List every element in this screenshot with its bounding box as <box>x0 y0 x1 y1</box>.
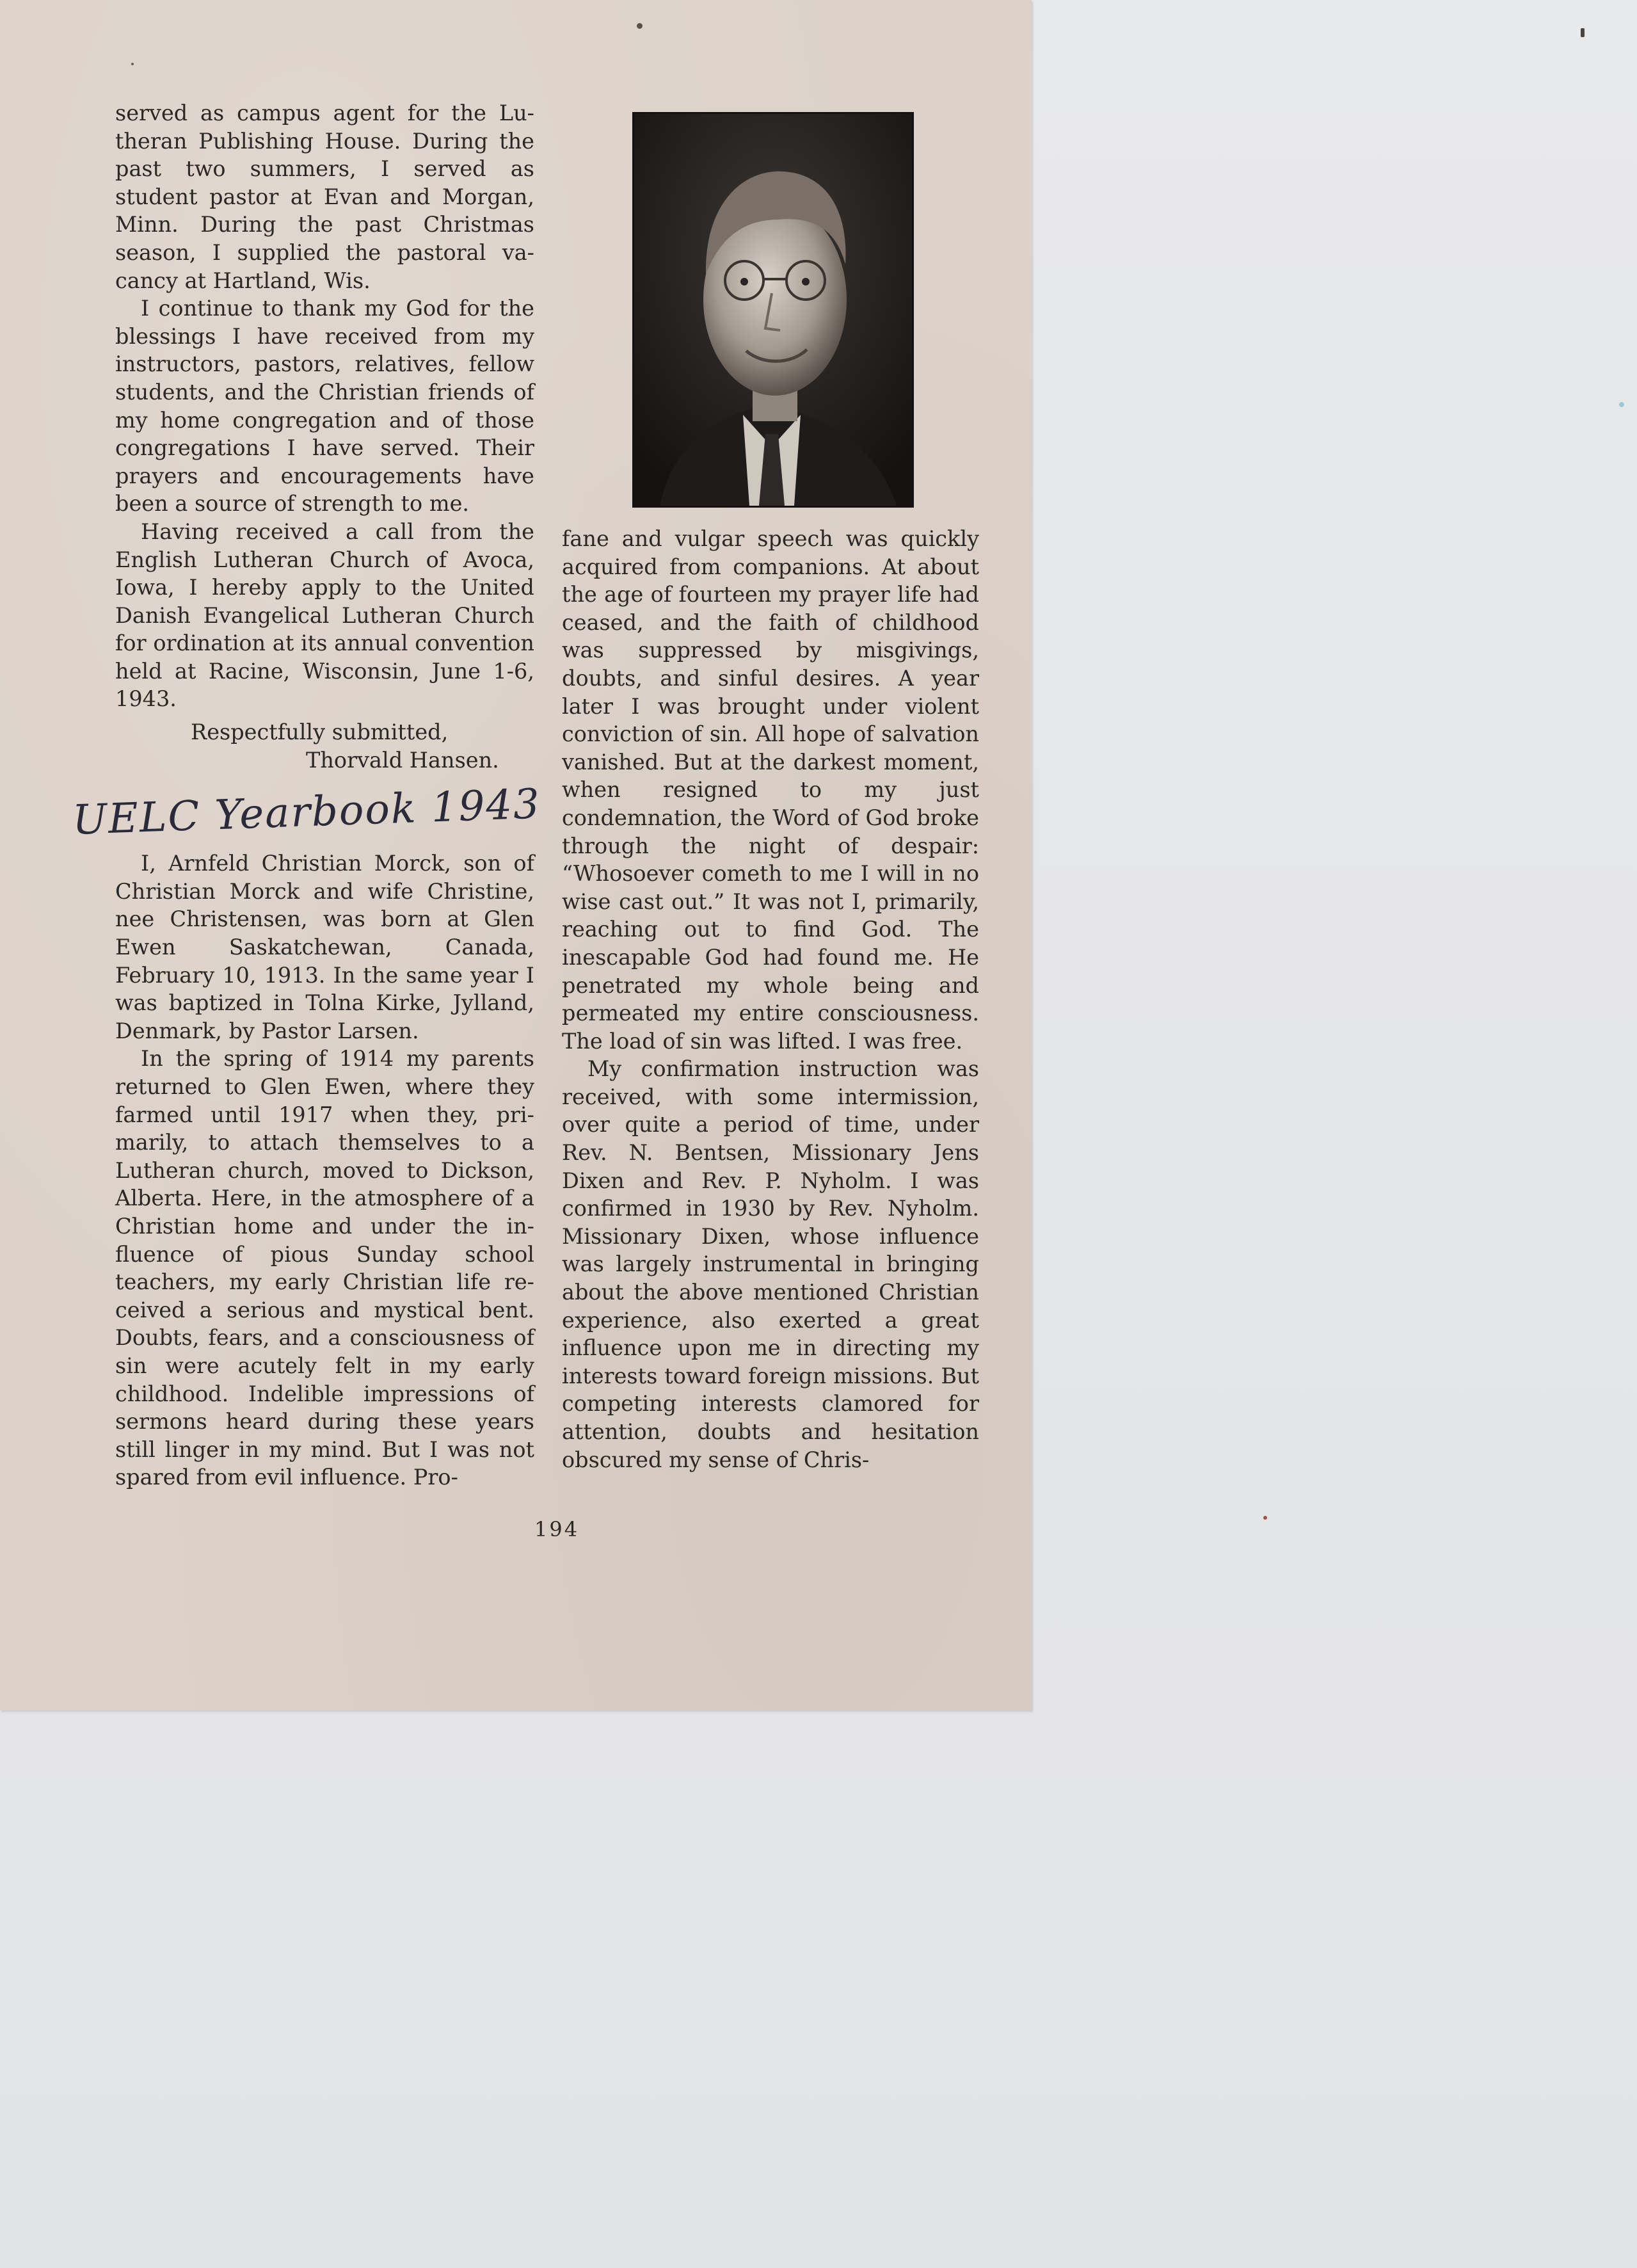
right-text-column <box>562 525 979 1474</box>
paragraph: I, Arnfeld Christian Morck, son of Christian Morck and wife Christine, nee Christensen, was born at Glen Ewen Saskatchewan, Canada, February 10, 1913. In the same year I was baptized in Tolna Kirke, Jylland, Denmark, by Pastor Larsen. <box>115 851 534 1043</box>
paper-speck <box>131 63 134 65</box>
scanner-speck <box>1581 28 1585 37</box>
newspaper-clipping <box>0 0 1032 1710</box>
signature-name: Thorvald Hansen. <box>306 747 499 773</box>
scanner-speck <box>1263 1516 1267 1520</box>
portrait-drawing <box>634 114 912 506</box>
paragraph: fane and vulgar speech was quickly acquired from companions. At about the age of fourteen my prayer life had ceased, and the faith of childhood was suppressed by misgivings, doubts, and sinful desires. A year later I was brought under violent conviction of sin. All hope of salvation vanished. But at the darkest moment, when resigned to my just condemnation, the Word of God broke through the night of despair: “Whosoever cometh to me I will in no wise cast out.” It was not I, primarily, reaching out to find God. The inescapable God had found me. He penetrated my whole being and permeated my entire consciousness. The load of sin was lifted. I was free. <box>562 526 979 1054</box>
paragraph: Having received a call from the English Lutheran Church of Avoca, Iowa, I hereby apply to the United Danish Evangelical Lutheran Church for ordination at its annual convention held at Racine, Wisconsin, June 1-6, 1943. <box>115 519 534 712</box>
closing-block <box>115 718 534 774</box>
portrait-photo <box>632 112 914 508</box>
handwritten-note: UELC Yearbook 1943 <box>72 780 541 844</box>
scanner-speck <box>1619 402 1624 407</box>
paragraph: In the spring of 1914 my parents returned to Glen Ewen, where they farmed until 1917 when they, primarily, to attach themselves to a Lutheran church, moved to Dickson, Alberta. Here, in the atmosphere of a Christian home and under the influence of pious Sunday school teachers, my early Christian life received a serious and mystical bent. Doubts, fears, and a consciousness of sin were acutely felt in my early childhood. Indelible impressions of sermons heard during these years still linger in my mind. But I was not spared from evil influence. Pro- <box>115 1046 534 1490</box>
page-number: 194 <box>534 1517 580 1541</box>
paragraph: My confirmation instruction was received, with some intermission, over quite a period of time, under Rev. N. Bentsen, Missionary Jens Dixen and Rev. P. Nyholm. I was confirmed in 1930 by Rev. Nyholm. Missionary Dixen, whose influence was largely instrumental in bringing about the above mentioned Christian experience, also exerted a great influence upon me in directing my interests toward foreign missions. But competing interests clamored for attention, doubts and hesitation obscured my sense of Chris- <box>562 1056 979 1472</box>
closing-line: Respectfully submitted, <box>191 720 449 745</box>
paper-speck <box>637 23 643 29</box>
paragraph: I continue to thank my God for the blessings I have received from my instructors, pastors, relatives, fellow students, and the Christian friends of my home congregation and of those congregations I have served. Their prayers and encouragements have been a source of strength to me. <box>115 296 534 517</box>
paragraph: served as campus agent for the Lutheran Publishing House. During the past two summers, I served as student pastor at Evan and Morgan, Minn. During the past Christmas season, I supplied the pastoral vacancy at Hartland, Wis. <box>115 101 534 293</box>
